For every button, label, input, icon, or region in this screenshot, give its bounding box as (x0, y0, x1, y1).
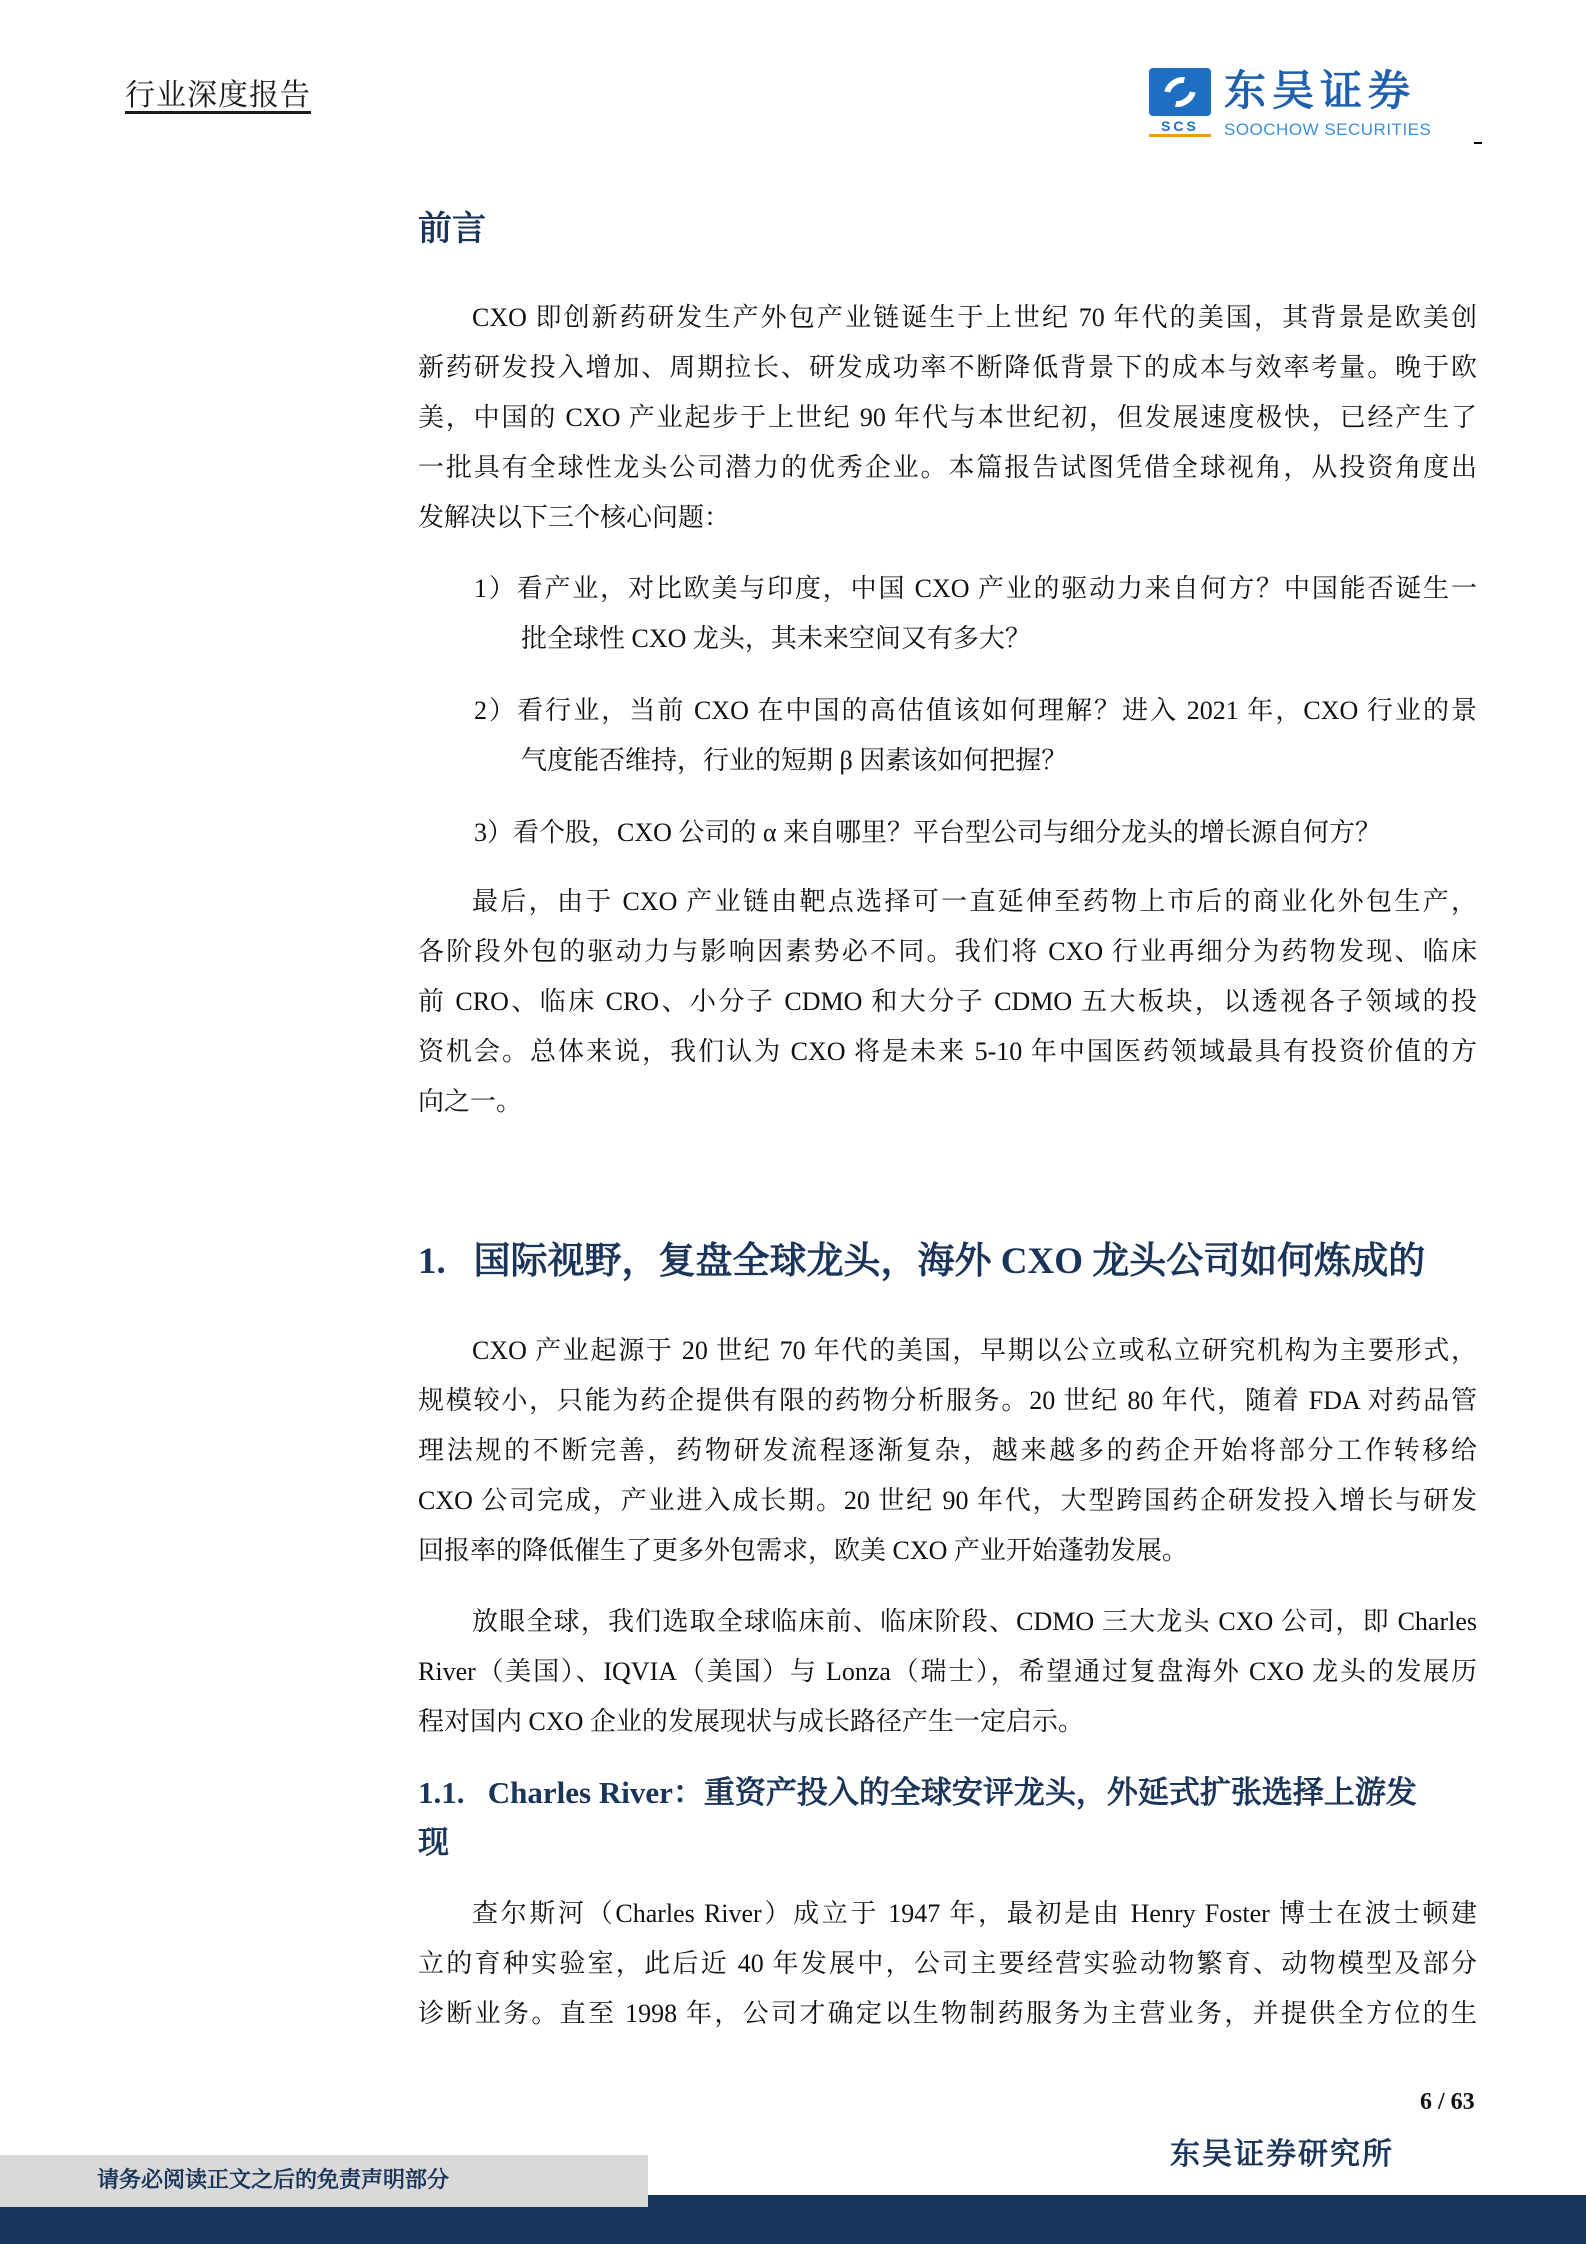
footer-band (0, 2207, 1586, 2244)
text-line: 程对国内 CXO 企业的发展现状与成长路径产生一定启示。 (418, 1707, 1084, 1736)
text-line: 一批具有全球性龙头公司潜力的优秀企业。本篇报告试图凭借全球视角，从投资角度出 (418, 453, 1477, 482)
text-line: 规模较小，只能为药企提供有限的药物分析服务。20 世纪 80 年代，随着 FDA 对药品管 (418, 1386, 1477, 1415)
preface-paragraph-1 (418, 293, 1477, 543)
soochow-securities-logo (1149, 68, 1469, 144)
text-line: CXO 产业起源于 20 世纪 70 年代的美国，早期以公立或私立研究机构为主要形式， (472, 1336, 1477, 1365)
text-line: 前 CRO、临床 CRO、小分子 CDMO 和大分子 CDMO 五大板块，以透视各子领域的投 (418, 987, 1477, 1016)
text-line: 批全球性 CXO 龙头，其未来空间又有多大？ (521, 624, 1031, 653)
text-line: 新药研发投入增加、周期拉长、研发成功率不断降低背景下的成本与效率考量。晚于欧 (418, 353, 1477, 382)
text-line: 向之一。 (418, 1087, 523, 1116)
question-2 (474, 686, 1477, 786)
section-1-heading: 1. 国际视野，复盘全球龙头，海外 CXO 龙头公司如何炼成的 (418, 1241, 1426, 1282)
text-line: 2）看行业，当前 CXO 在中国的高估值该如何理解？进入 2021 年，CXO 行业的景 (474, 696, 1477, 725)
question-3 (474, 808, 1477, 858)
text-line: 1）看产业，对比欧美与印度，中国 CXO 产业的驱动力来自何方？中国能否诞生一 (474, 574, 1477, 603)
text-line: 放眼全球，我们选取全球临床前、临床阶段、CDMO 三大龙头 CXO 公司，即 Charles (472, 1607, 1477, 1636)
text-line: 资机会。总体来说，我们认为 CXO 将是未来 5-10 年中国医药领域最具有投资价值的方 (418, 1037, 1477, 1066)
question-1 (474, 564, 1477, 664)
text-line: 查尔斯河（Charles River）成立于 1947 年，最初是由 Henry Foster 博士在波士顿建 (472, 1899, 1477, 1928)
footer-disclaimer: 请务必阅读正文之后的免责声明部分 (97, 2167, 450, 2192)
text-line: 发解决以下三个核心问题： (418, 503, 731, 532)
text-line: 回报率的降低催生了更多外包需求，欧美 CXO 产业开始蓬勃发展。 (418, 1536, 1188, 1565)
text-line: 各阶段外包的驱动力与影响因素势必不同。我们将 CXO 行业再细分为药物发现、临床 (418, 937, 1477, 966)
text-line: 最后，由于 CXO 产业链由靶点选择可一直延伸至药物上市后的商业化外包生产， (472, 887, 1477, 916)
text-line: CXO 即创新药研发生产外包产业链诞生于上世纪 70 年代的美国，其背景是欧美创 (472, 303, 1477, 332)
header-rule (1474, 142, 1482, 144)
logo-mark-icon (1149, 68, 1211, 116)
report-type-label: 行业深度报告 (125, 79, 311, 112)
text-line: 诊断业务。直至 1998 年，公司才确定以生物制药服务为主营业务，并提供全方位的生 (418, 1999, 1477, 2028)
preface-title: 前言 (418, 211, 486, 248)
section-1-paragraph-2 (418, 1597, 1477, 1747)
text-line: 美，中国的 CXO 产业起步于上世纪 90 年代与本世纪初，但发展速度极快，已经产生了 (418, 403, 1477, 432)
text-line: 3）看个股，CXO 公司的 α 来自哪里？平台型公司与细分龙头的增长源自何方？ (474, 818, 1382, 847)
section-1-paragraph-1 (418, 1326, 1477, 1576)
logo-english-name: SOOCHOW SECURITIES (1224, 120, 1432, 139)
text-line: 立的育种实验室，此后近 40 年发展中，公司主要经营实验动物繁育、动物模型及部分 (418, 1949, 1477, 1978)
preface-paragraph-2 (418, 877, 1477, 1127)
section-1-1-heading-line: 现 (418, 1825, 449, 1860)
logo-scs-text: SCS (1149, 118, 1211, 137)
text-line: 理法规的不断完善，药物研发流程逐渐复杂，越来越多的药企开始将部分工作转移给 (418, 1436, 1477, 1465)
footer-organization: 东吴证券研究所 (1170, 2138, 1394, 2171)
logo-chinese-name: 东吴证券 (1224, 67, 1417, 114)
section-1-1-heading-line: 1.1. Charles River：重资产投入的全球安评龙头，外延式扩张选择上游发 (418, 1775, 1417, 1810)
section-1-1-paragraph-1 (418, 1889, 1477, 2039)
section-1-1-heading (418, 1768, 1477, 1868)
page-number: 6 / 63 (1420, 2089, 1475, 2115)
text-line: CXO 公司完成，产业进入成长期。20 世纪 90 年代，大型跨国药企研发投入增长与研发 (418, 1486, 1477, 1515)
text-line: River（美国）、IQVIA（美国）与 Lonza（瑞士），希望通过复盘海外 CXO 龙头的发展历 (418, 1657, 1477, 1686)
text-line: 气度能否维持，行业的短期 β 因素该如何把握？ (521, 746, 1068, 775)
footer-band-upper (648, 2195, 1586, 2207)
